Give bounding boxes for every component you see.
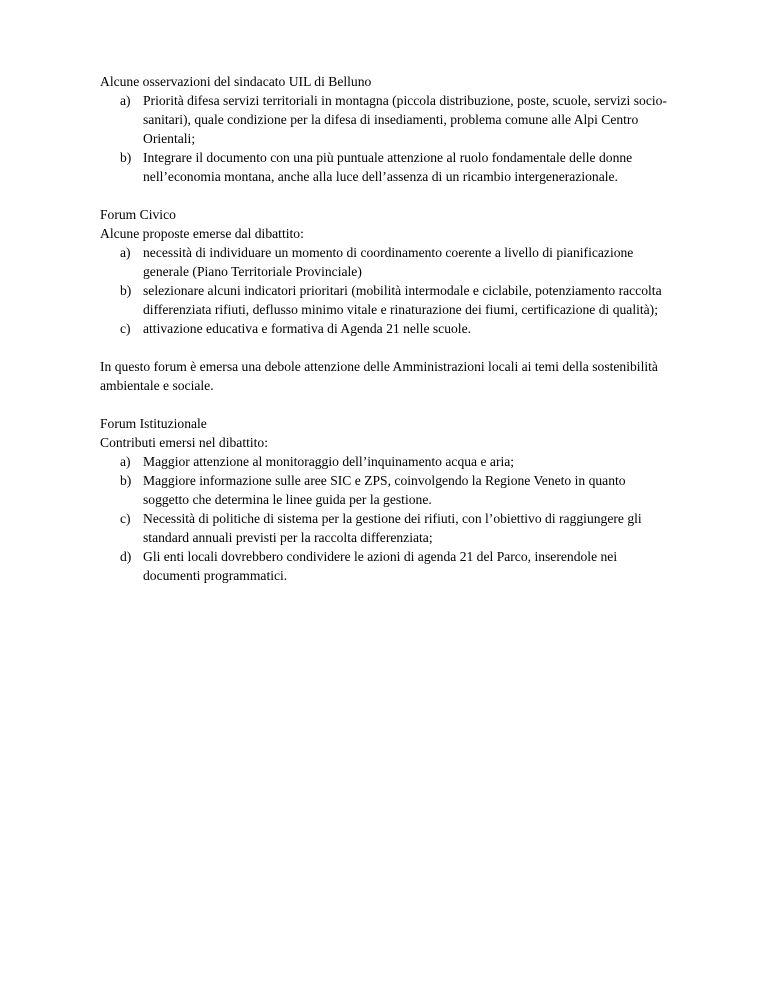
list-item — [100, 509, 672, 547]
list-item — [100, 91, 672, 148]
section-uil-observations — [100, 72, 672, 186]
list-item-text: Integrare il documento con una più puntuale attenzione al ruolo fondamentale delle donne nell’economia montana, anche alla luce dell’assenza di un ricambio intergenerazionale. — [143, 150, 633, 184]
list-marker: c) — [120, 511, 131, 526]
list-item-text: Gli enti locali dovrebbero condividere le azioni di agenda 21 del Parco, inserendole nei documenti programmatici. — [143, 549, 618, 583]
section-forum-civico — [100, 205, 672, 338]
lettered-list — [100, 243, 672, 338]
lettered-list — [100, 452, 672, 585]
section-heading: Alcune osservazioni del sindacato UIL di Belluno — [100, 74, 372, 89]
list-item-text: necessità di individuare un momento di coordinamento coerente a livello di pianificazione generale (Piano Territoriale Provinciale) — [143, 245, 634, 279]
list-marker: c) — [120, 321, 131, 336]
lettered-list — [100, 91, 672, 186]
section-forum-istituzionale — [100, 414, 672, 585]
list-item-text: selezionare alcuni indicatori prioritari (mobilità intermodale e ciclabile, potenziamento raccolta differenziata rifiuti, deflusso minimo vitale e rinaturazione dei fiumi, certificazione di qualità); — [143, 283, 662, 317]
list-marker: d) — [120, 549, 132, 564]
section-intro: Contributi emersi nel dibattito: — [100, 435, 269, 450]
list-item — [100, 319, 672, 338]
forum-civico-note: In questo forum è emersa una debole attenzione delle Amministrazioni locali ai temi della sostenibilità ambientale e sociale. — [100, 359, 658, 393]
list-marker: a) — [120, 93, 131, 108]
list-marker: b) — [120, 150, 132, 165]
list-marker: a) — [120, 245, 131, 260]
list-item — [100, 281, 672, 319]
section-heading: Forum Civico — [100, 207, 176, 222]
list-item-text: Necessità di politiche di sistema per la gestione dei rifiuti, con l’obiettivo di raggiungere gli standard annuali previsti per la raccolta differenziata; — [143, 511, 642, 545]
list-marker: a) — [120, 454, 131, 469]
list-item-text: Priorità difesa servizi territoriali in montagna (piccola distribuzione, poste, scuole, servizi socio-sanitari), quale condizione per la difesa di insediamenti, problema comune alle Alpi Centro Orientali; — [143, 93, 667, 146]
list-item-text: Maggiore informazione sulle aree SIC e ZPS, coinvolgendo la Regione Veneto in quanto soggetto che determina le linee guida per la gestione. — [143, 473, 626, 507]
section-heading: Forum Istituzionale — [100, 416, 207, 431]
list-item-text: Maggior attenzione al monitoraggio dell’inquinamento acqua e aria; — [143, 454, 515, 469]
list-marker: b) — [120, 473, 132, 488]
list-marker: b) — [120, 283, 132, 298]
list-item — [100, 547, 672, 585]
list-item-text: attivazione educativa e formativa di Agenda 21 nelle scuole. — [143, 321, 472, 336]
section-intro: Alcune proposte emerse dal dibattito: — [100, 226, 304, 241]
list-item — [100, 243, 672, 281]
list-item — [100, 148, 672, 186]
list-item — [100, 471, 672, 509]
list-item — [100, 452, 672, 471]
